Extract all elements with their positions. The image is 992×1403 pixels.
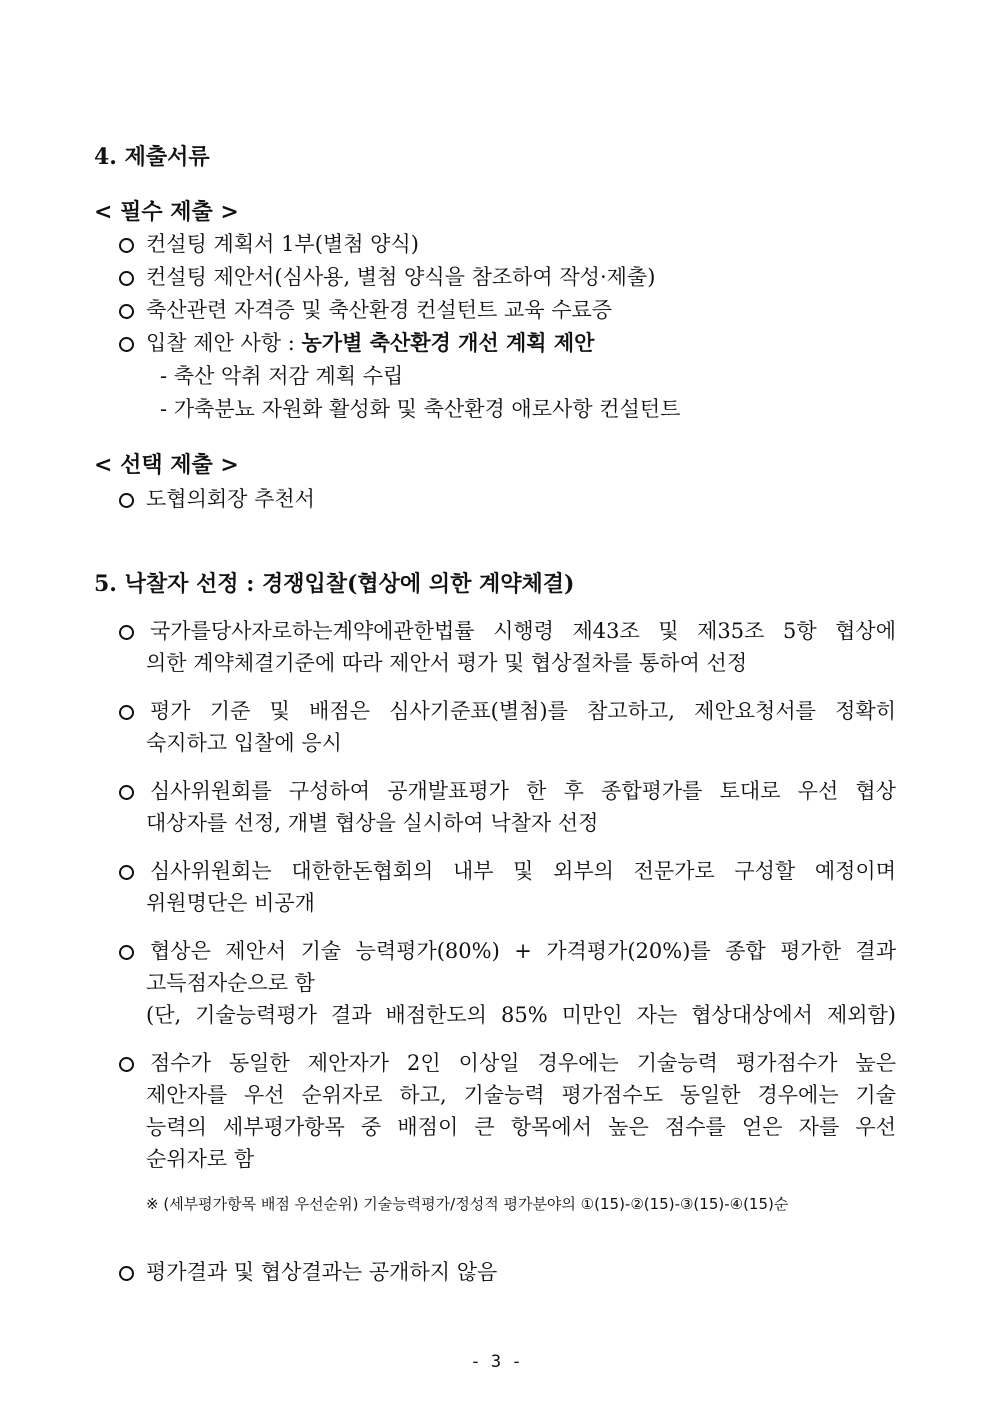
section-5-title-prefix: 5. 낙찰자 선정 : <box>94 571 262 597</box>
section-5-title-bold: 경쟁입찰(협상에 의한 계약체결) <box>262 571 575 597</box>
bullet-circle-icon <box>119 271 134 286</box>
bullet-circle-icon <box>119 1266 134 1281</box>
bullet-circle-icon <box>119 705 134 720</box>
selection-item-3-line-1: 심사위원회를 구성하여 공개발표평가 한 후 종합평가를 토대로 우선 협상 <box>150 779 896 803</box>
selection-item-5-line-2: 고득점자순으로 함 <box>146 971 315 995</box>
selection-item-1-line-1: 국가를당사자로하는계약에관한법률 시행령 제43조 및 제35조 5항 협상에 <box>150 619 896 643</box>
page-number: - 3 - <box>470 1352 522 1372</box>
selection-item-4-line-1: 심사위원회는 대한한돈협회의 내부 및 외부의 전문가로 구성할 예정이며 <box>150 859 896 883</box>
bullet-circle-icon <box>119 238 134 253</box>
selection-item-6-line-1: 점수가 동일한 제안자가 2인 이상일 경우에는 기술능력 평가점수가 높은 <box>150 1051 896 1075</box>
proposal-sub-item-2: - 가축분뇨 자원화 활성화 및 축산환경 애로사항 컨설턴트 <box>160 397 681 421</box>
selection-item-6-line-4: 순위자로 함 <box>146 1147 255 1171</box>
bullet-circle-icon <box>119 1057 134 1072</box>
selection-item-5-line-3: (단, 기술능력평가 결과 배점한도의 85% 미만인 자는 협상대상에서 제외함) <box>146 1003 896 1027</box>
required-header: < 필수 제출 > <box>94 199 239 225</box>
selection-item-6-line-3: 능력의 세부평가항목 중 배점이 큰 항목에서 높은 점수를 얻은 자를 우선 <box>146 1115 896 1139</box>
required-item-3: 축산관련 자격증 및 축산환경 컨설턴트 교육 수료증 <box>146 298 613 322</box>
selection-item-5-line-1: 협상은 제안서 기술 능력평가(80%) + 가격평가(20%)를 종합 평가한 결과 <box>150 939 896 963</box>
bullet-circle-icon <box>119 304 134 319</box>
selection-item-2-line-2: 숙지하고 입찰에 응시 <box>146 731 342 755</box>
bullet-circle-icon <box>119 865 134 880</box>
required-item-1: 컨설팅 계획서 1부(별첨 양식) <box>146 232 419 256</box>
bullet-circle-icon <box>119 337 134 352</box>
optional-header: < 선택 제출 > <box>94 452 239 478</box>
selection-item-last: 평가결과 및 협상결과는 공개하지 않음 <box>146 1260 498 1284</box>
selection-item-3-line-2: 대상자를 선정, 개별 협상을 실시하여 낙찰자 선정 <box>146 811 599 835</box>
selection-item-4-line-2: 위원명단은 비공개 <box>146 891 315 915</box>
section-5-title <box>94 570 574 598</box>
bullet-circle-icon <box>119 493 134 508</box>
selection-item-6-line-2: 제안자를 우선 순위자로 하고, 기술능력 평가점수도 동일한 경우에는 기술 <box>146 1083 896 1107</box>
priority-note: ※ (세부평가항목 배점 우선순위) 기술능력평가/정성적 평가분야의 ①(15)-②(15)-③(15)-④(15)순 <box>146 1195 789 1213</box>
optional-item-1: 도협의회장 추천서 <box>146 487 315 511</box>
bullet-circle-icon <box>119 945 134 960</box>
bullet-circle-icon <box>119 785 134 800</box>
selection-item-2-line-1: 평가 기준 및 배점은 심사기준표(별첨)를 참고하고, 제안요청서를 정확히 <box>150 699 896 723</box>
proposal-label: 입찰 제안 사항 : <box>146 331 302 355</box>
proposal-sub-item-1: - 축산 악취 저감 계획 수립 <box>160 364 404 388</box>
selection-item-1-line-2: 의한 계약체결기준에 따라 제안서 평가 및 협상절차를 통하여 선정 <box>146 651 748 675</box>
section-4-title: 4. 제출서류 <box>94 144 210 170</box>
required-item-2: 컨설팅 제안서(심사용, 별첨 양식을 참조하여 작성·제출) <box>146 265 656 289</box>
bullet-circle-icon <box>119 625 134 640</box>
proposal-item <box>146 329 594 357</box>
proposal-bold: 농가별 축산환경 개선 계획 제안 <box>301 330 595 355</box>
